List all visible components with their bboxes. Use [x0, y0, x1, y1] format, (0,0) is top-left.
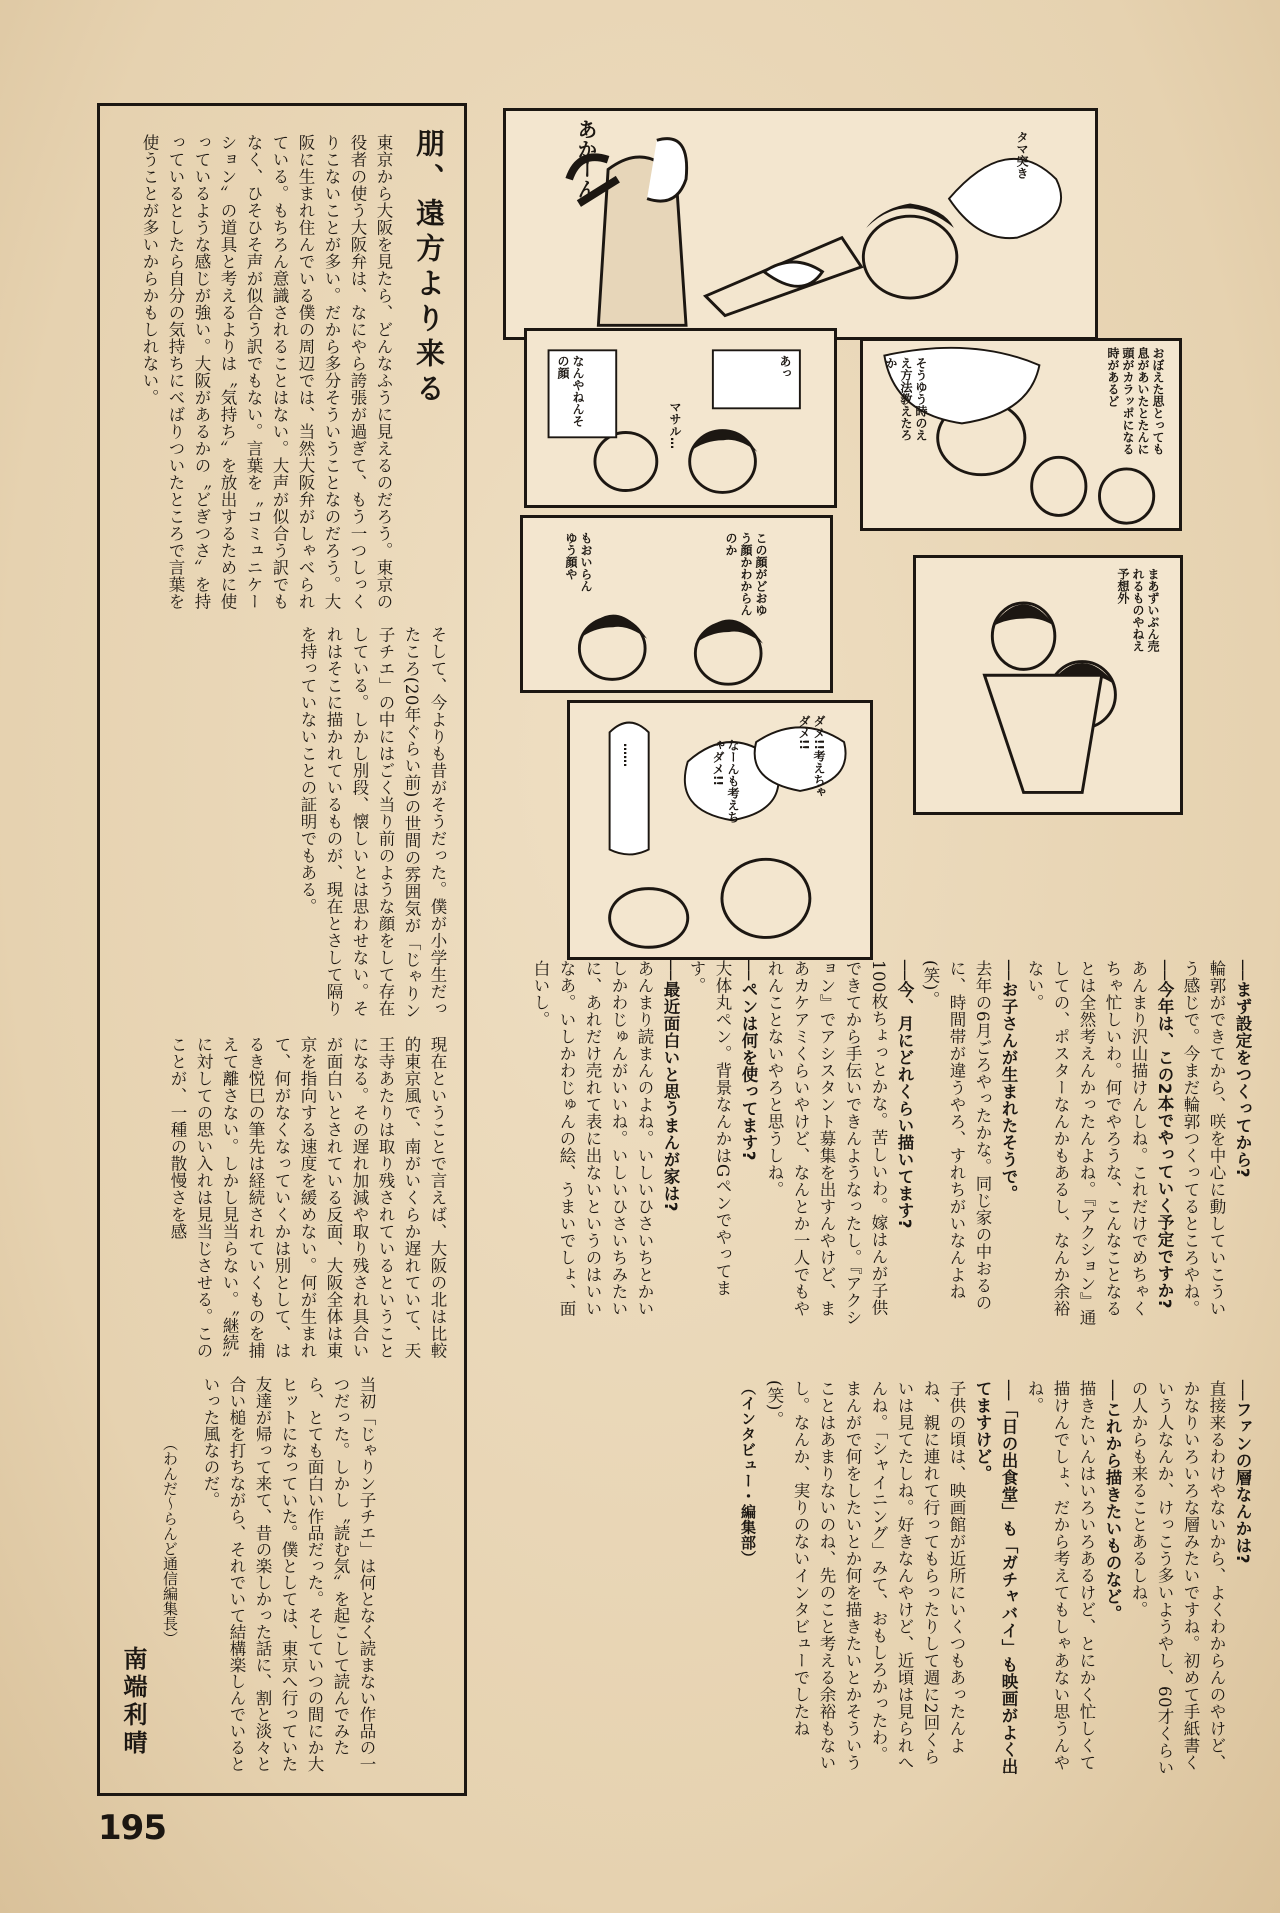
panel-2-dialogue: なんやねんその顔	[556, 355, 585, 427]
panel-1-sound-effect: あかーん	[574, 119, 598, 199]
manga-panel-4	[520, 515, 833, 693]
panel-4-dialogue: もおいらんゆう顔や	[564, 532, 593, 592]
essay-byline: （わんだ〜らんど通信編集長）	[161, 1436, 179, 1646]
interview-question: ──今、月にどれくらい描いてます?	[895, 960, 914, 1229]
interview-question: ──まず設定をつくってから?	[1233, 960, 1252, 1178]
interview-question: ──「日の出食堂」も「ガチャバイ」も映画がよく出てますけど。	[973, 1380, 1018, 1775]
essay-title: 朋、遠方より来る	[412, 128, 446, 408]
page-number: 195	[98, 1808, 166, 1848]
interview-question: ──ファンの層なんかは?	[1233, 1380, 1252, 1564]
essay-paragraph: そして、今よりも昔がそうだった。僕が小学生だったころ(20年ぐらい前)の世間の雰囲気が「じゃりン子チエ」の中にはごく当り前のような顔をして存在している。しかし別段、懐しいとは思わせない。それはそこに描かれているものが、現在とさして隔りを持っていないことの証明でもある。	[298, 626, 447, 1019]
interview-credit: （インタビュー・編集部）	[739, 1380, 757, 1566]
interview-question: ──ペンは何を使ってます?	[739, 960, 758, 1161]
panel-6-dialogue: ダメ!!考えちゃダメ!!	[797, 715, 826, 798]
interview-block-b	[525, 1380, 1255, 1780]
panel-6-dialogue: ……	[621, 743, 635, 767]
panel-4-dialogue: この顔がどおゆう顔かわからんのか	[724, 532, 768, 616]
interview-question: ──最近面白いと思うまんが家は?	[661, 960, 680, 1212]
panel-2-dialogue: あっ	[778, 355, 792, 379]
panel-3-dialogue: おぼえた思とっても息があいたとたんに頭がカラッポになる時があるど	[1106, 347, 1165, 455]
essay-box	[97, 103, 467, 1796]
essay-postscript: 当初「じゃりン子チエ」は何となく読まない作品の一つだった。しかし〝読む気〟を起こして読んでみたら、とても面白い作品だった。そしていつの間にか大ヒットになっていた。僕としては、東京へ行っていた友達が帰って来て、昔の楽しかった話に、割と淡々と合い槌を打ちながら、それでいて結構楽しんでいるといった風なのだ。	[201, 1376, 376, 1772]
interview-question: ──今年は、この2本でやっていく予定ですか?	[1155, 960, 1174, 1309]
interview-answer: まんがで何をしたいとか何を描きたいとかそういうことはあまりないのね、先のこと考える余裕もないし。なんか、実りのないインタビューでしたね(笑)。	[765, 1380, 862, 1771]
manga-panel-6	[567, 700, 873, 960]
interview-answer: 去年の6月ごろやったかな。同じ家の中おるのに、時間帯が違うやろ、すれちがいなんよね(笑)。	[921, 960, 992, 1311]
panel-2-dialogue: マサル…	[668, 401, 682, 449]
interview-answer: あんまり読まんのよね。いしいひさいちとかいしかわじゅんがいいね。いしいひさいちみたいに、あれだけ売れて表に出ないというのはいいなあ。いしかわじゅんの絵、うまいでしょ、面白いし。	[531, 960, 654, 1317]
interview-question: ──これから描きたいものなど。	[1103, 1380, 1122, 1622]
panel-3-dialogue: そうゆう時のええ方法教えたろか	[884, 357, 928, 441]
interview-answer: 100枚ちょっとかな。苦しいわ。嫁はんが子供できてから手伝いできんようなったし。『アクション』でアシスタント募集を出すんやけど、まあカケアミくらいやけど、なんとか一人でもやれんことないやろと思うしね。	[765, 960, 888, 1326]
panel-6-dialogue: なーんも考えちゃダメ!!	[711, 739, 740, 823]
panel-1-dialogue: タマ突き	[1015, 131, 1029, 179]
essay-author: 南端利晴	[119, 1646, 147, 1758]
interview-answer: 輪郭ができてから、咲を中心に動していこういう感じで。今まだ輪郭つくってるところやね。	[1181, 960, 1226, 1317]
manga-panel-2	[524, 328, 837, 508]
interview-answer: あんまり沢山描けんしね。これだけでめちゃくちゃ忙しいわ。何でやろうな、こんなことなるとは全然考えんかったんよね。『アクション』通しての、ポスターなんかもあるし、なんか余裕ない。	[1025, 960, 1148, 1326]
manga-panel-3	[860, 338, 1182, 531]
interview-answer: 描きたいんはいろいろあるけど、とにかく忙しくて描けんでしょ、だから考えてもしゃあない思うんやね。	[1025, 1380, 1096, 1771]
interview-block-a	[525, 960, 1255, 1330]
manga-panel-5	[913, 555, 1183, 815]
interview-answer: 大体丸ペン。背景なんかはGペンでやってます。	[687, 960, 732, 1297]
essay-paragraph: 東京から大阪を見たら、どんなふうに見えるのだろう。東京の役者の使う大阪弁は、なにやら誇張が過ぎて、もう一つしっくりこないことが多い。だから多分そういうことなのだろう。大阪に生まれ住んでいる僕の周辺では、当然大阪弁がしゃべられている。もちろん意識されることはない。大声が似合う訳でもなく、ひそひそ声が似合う訳でもない。言葉を〝コミュニケーション〟の道具と考えるよりは〝気持ち〟を放出するために使っているような感じが強い。大阪があるかの〝どぎつさ〟を持っているとしたら自分の気持ちにべばりついたところで言葉を使うことが多いからかもしれない。	[140, 134, 393, 610]
interview-question: ──お子さんが生まれたそうで。	[999, 960, 1018, 1202]
interview-answer: 直接来るわけやないから、よくわからんのやけど、かなりいろいろな層みたいですね。初めて手紙書くいう人なんか、けっこう多いようやし、60才くらいの人からも来ることあるしね。	[1129, 1380, 1226, 1776]
interview-answer: 子供の頃は、映画館が近所にいくつもあったんよね、親に連れて行ってもらったりして週に2回くらいは見てたしね。好きなんやけど、近頃は見られへんね。「シャイニング」みて、おもしろかったわ。	[869, 1380, 966, 1771]
manga-panel-1	[503, 108, 1098, 340]
essay-paragraph: 現在ということで言えば、大阪の北は比較的東京風で、南がいくらか遅れていて、天王寺あたりは取り残されているということになる。その遅れ加減や取り残され具合いが面白いとされている反面、大阪全体は東京を指向する速度を緩めない。何が生まれて、何がなくなっていくかは別として、はるき悦巳の筆先は経続されていくものを捕えて離さない。しかし見当らない。〝継続〟に対しての思い入れは見当じさせる。このことが、一種の散慢さを感	[168, 1036, 447, 1360]
panel-5-dialogue: まあずいぶん売れるものやねえ予想外	[1116, 568, 1160, 652]
